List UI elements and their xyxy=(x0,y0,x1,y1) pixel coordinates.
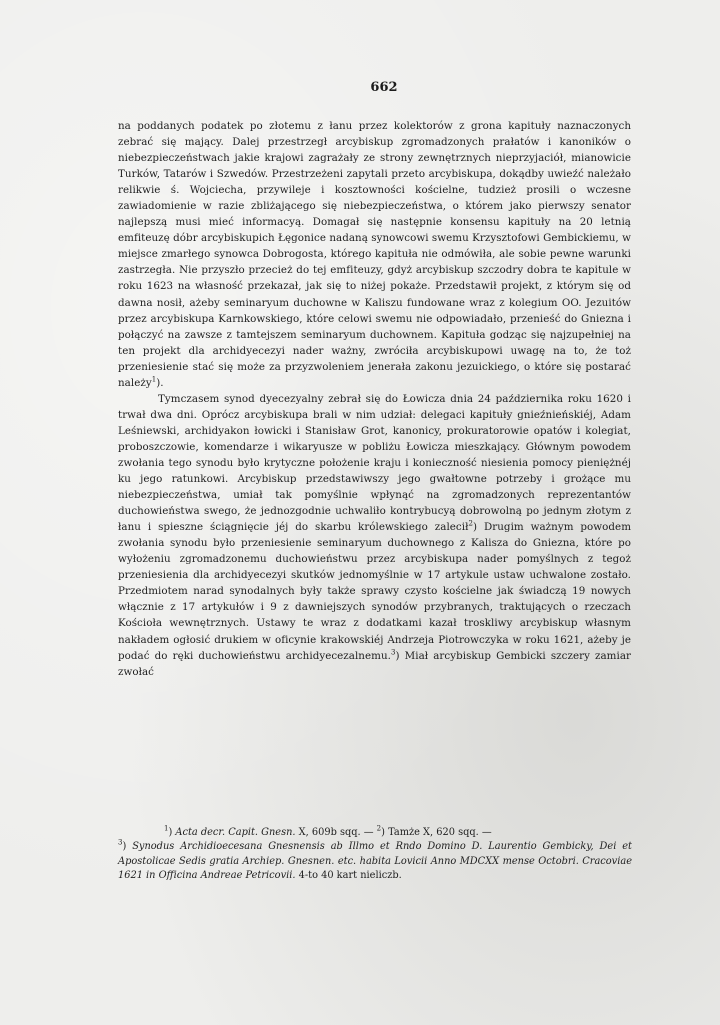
paragraph-1 xyxy=(118,118,631,391)
paragraph-2-tail-2: ) Miał arcybiskup Gembicki szczery zamiar zwołać xyxy=(118,649,632,678)
main-text xyxy=(118,118,631,680)
paragraph-1-tail: ). xyxy=(156,376,164,389)
footnote-2-ref: Tamże X, 620 sqq. — xyxy=(384,827,492,838)
paragraph-1-text: na poddanych podatek po złotemu z łanu przez kolektorów z grona kapituły naznaczonych zebrać się mający. Dalej przestrzegł arcybiskup zgromadzonych prałatów i kanoników o niebezpieczeństwach jakie krajowi zagrażały ze strony zewnętrznych nieprzyjaciół, mianowicie Turków, Tatarów i Szwedów. Przestrzeżeni zapytali przeto arcybiskupa, dokądby uwieźć należało relikwie ś. Wojciecha, przywileje i kosztowności kościelne, tudzież prosili o wczesne zawiadomienie w razie zbliżającego się niebezpieczeństwa, o którem jako pierwszy senator najlepszą musi mieć informacyą. Domagał się następnie konsensu kapituły na 20 letnią emfiteuzę dóbr arcybiskupich Łęgonice nadaną synowcowi swemu Krzysztofowi Gembickiemu, w miejsce zmarłego synowca Dobrogosta, którego kapituła nie odmówiła, ale sobie pewne warunki zastrzegła. Nie przyszło przecież do tej emfiteuzy, gdyż arcybiskup szczodry dobra te kapitule w roku 1623 na własność przekazał, jak się to niżej pokaże. Przedstawił projekt, z którym się od dawna nosił, ażeby seminaryum duchowne w Kaliszu fundowane wraz z kolegium OO. Jezuitów przez arcybiskupa Karnkowskiego, które celowi swemu nie odpowiadało, przenieść do Gniezna i połączyć na zawsze z tamtejszem seminaryum duchownem. Kapituła godząc się najzupełniej na ten projekt dla archidyecezyi nader ważny, zwróciła arcybiskupowi uwagę na to, że toż przeniesienie stać się może za przyzwoleniem jenerała zakonu jezuickiego, o które się postarać należy xyxy=(118,120,631,389)
footnote-3-title: Synodus Archidioecesana Gnesnensis ab Illmo et Rndo Domino D. Laurentio Gembicky, Dei et Apostolicae Sedis gratia Archiep. Gnesnen. etc. habita Lovicii Anno MDCXX mense Octobri. Cracoviae 1621 in Officina Andreae Petricovii. xyxy=(118,841,632,882)
footnote-mark-1: 1 xyxy=(164,824,169,833)
footnote-ref-3: 3 xyxy=(390,648,396,657)
footnotes xyxy=(118,826,632,884)
footnote-ref-2: 2 xyxy=(468,519,474,528)
footnote-mark-3: 3 xyxy=(118,839,123,848)
footnote-1-source: Acta decr. Capit. Gnesn. xyxy=(175,827,296,838)
paragraph-2 xyxy=(118,391,631,680)
paragraph-2-text: Tymczasem synod dyecezyalny zebrał się do Łowicza dnia 24 października roku 1620 i trwał dwa dni. Oprócz arcybiskupa brali w nim udział: delegaci kapituły gnieźnieńskiéj, Adam Leśniewski, archidyakon łowicki i Stanisław Grot, kanonicy, prokuratorowie opatów i kolegiat, proboszczowie, komendarze i wikaryusze w pobliżu Łowicza mieszkający. Głównym powodem zwołania tego synodu było krytyczne położenie kraju i konieczność niesienia pomocy pieniężnéj ku jego ratunkowi. Arcybiskup przedstawiwszy jego gwałtowne potrzeby i grożące mu niebezpieczeństwa, umiał tak pomyślnie wpłynąć na zgromadzonych reprezentantów duchowieństwa swego, że jednozgodnie uchwaliło kontrybucyą dobrowolną po jednym złotym z łanu i spieszne ściągnięcie jéj do skarbu królewskiego zalecił xyxy=(118,392,631,534)
footnote-line-3: $^3$) Synodus Archidioecesana Gnesnensis ab Illmo et Rndo Domino D. Laurentio Gembicky, Dei et Apostolicae Sedis gratia Archiep. Gnesnen. etc. habita Lovicii Anno MDCXX mense Octobri. Cracoviae 1621 in Officina Andreae Petricovii. 4-to 40 kart nieliczb. xyxy=(118,839,632,882)
page-number: 662 xyxy=(370,80,398,95)
footnote-1-ref: X, 609b sqq. — xyxy=(295,827,377,838)
paragraph-2-tail: ) Drugim ważnym powodem zwołania synodu było przeniesienie seminaryum duchownego z Kalisza do Gniezna, które po wyłożeniu zgromadzonemu duchowieństwu przez arcybiskupa nader pomyślnych z tegoż przeniesienia dla archidyecezyi skutków jednomyślnie w 17 artykule ustaw uchwalone zostało. Przedmiotem narad synodalnych były także sprawy czysto kościelne jak świadczą 19 nowych włącznie z 17 artykułów i 9 z dawniejszych synodów przybranych, traktujących o rzeczach Kościoła wewnętrznych. Ustawy te wraz z dodatkami kazał troskliwy arcybiskup własnym nakładem ogłosić drukiem w oficynie krakowskiéj Andrzeja Piotrowczyka w roku 1621, ażeby je podać do ręki duchowieństwu archidyecezalnemu. xyxy=(118,521,632,662)
footnote-3-format: 4-to 40 kart nieliczb. xyxy=(295,870,402,882)
footnote-mark-2: 2 xyxy=(376,824,382,833)
footnote-ref-1: 1 xyxy=(151,375,157,384)
footnote-line-1: $^1$) Acta decr. Capit. Gnesn. X, 609b sqq. — $^2$) Tamże X, 620 sqq. — xyxy=(164,824,492,838)
